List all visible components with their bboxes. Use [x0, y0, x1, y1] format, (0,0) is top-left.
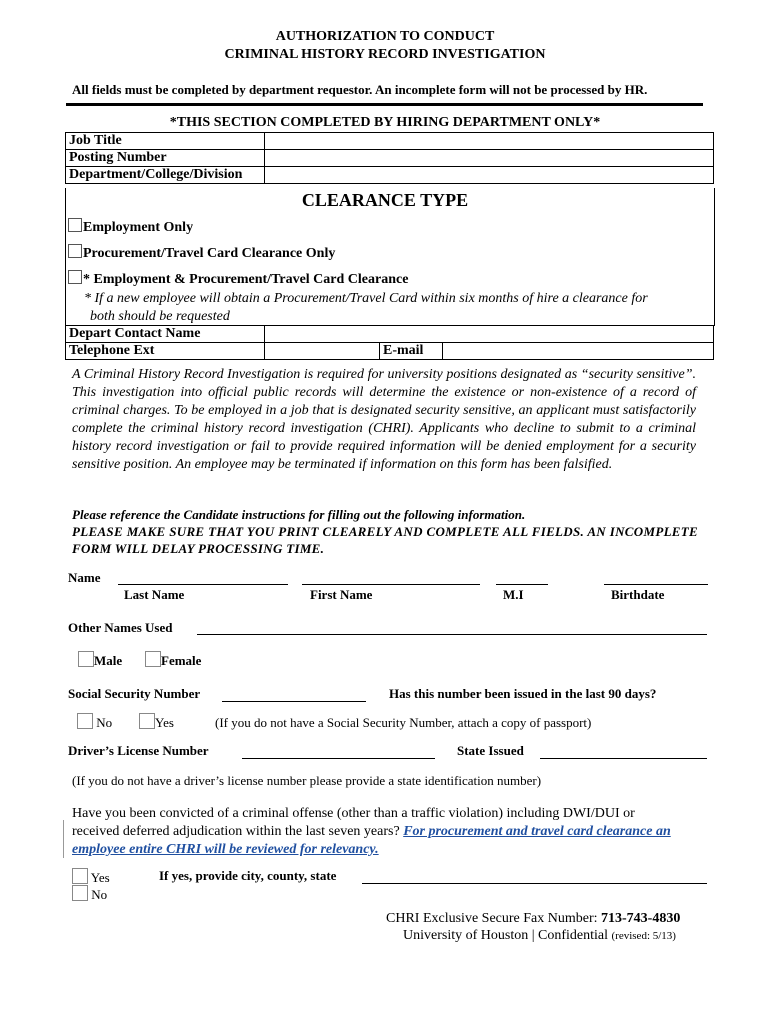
checkbox-male[interactable] [78, 651, 94, 667]
state-issued-label: State Issued [457, 743, 524, 758]
option-employment-procurement-label: * Employment & Procurement/Travel Card Clearance [83, 272, 409, 287]
option-procurement-only[interactable] [68, 244, 335, 262]
form-title-line1: AUTHORIZATION TO CONDUCT [275, 29, 495, 44]
conviction-question-line1: Have you been convicted of a criminal offense (other than a traffic violation) including DWI/DUI or [72, 806, 635, 821]
conviction-yes-label: Yes [90, 870, 110, 885]
ssn-input[interactable] [222, 701, 366, 702]
fax-number: 713-743-4830 [601, 911, 681, 926]
first-name-input[interactable] [302, 584, 480, 585]
dept-fields-table [65, 132, 714, 184]
birthdate-input[interactable] [604, 584, 708, 585]
telephone-input[interactable] [265, 343, 380, 360]
ssn-yes-option[interactable] [139, 713, 174, 731]
option-employment-only[interactable] [68, 218, 193, 236]
state-issued-input[interactable] [540, 758, 707, 759]
email-label: E-mail [380, 343, 443, 360]
relevancy-review-link[interactable]: employee entire CHRI will be reviewed for relevancy. [72, 842, 379, 857]
first-name-caption: First Name [310, 587, 373, 602]
conviction-no-label: No [91, 887, 108, 902]
chri-intro-paragraph: A Criminal History Record Investigation is required for university positions designated as “security sensitive”. This investigation into official public records will determine the existence or non-existence of a record of criminal charges. To be employed in a job that is designated security sensitive, an applicant must satisfactorily complete the criminal history record investigation (CHRI). Applicants who decline to submit to a criminal history record investigation or fail to provide required information will be denied employment for a security sensitive position. An employee may be terminated if information on this form has been falsified. [72, 367, 696, 472]
city-county-state-input[interactable] [362, 883, 707, 884]
ssn-no-label: No [96, 715, 113, 730]
email-input[interactable] [443, 343, 714, 360]
state-id-note: (If you do not have a driver’s license number please provide a state identification number) [72, 773, 542, 788]
fax-number-line [386, 911, 680, 927]
procurement-review-link[interactable]: For procurement and travel card clearance an [403, 824, 671, 839]
other-names-label: Other Names Used [68, 620, 173, 635]
candidate-instructions: Please reference the Candidate instructions for filling out the following information. [72, 507, 526, 522]
other-names-input[interactable] [197, 634, 707, 635]
male-label: Male [94, 653, 123, 668]
checkbox-ssn-no[interactable] [77, 713, 93, 729]
print-clearly-warning: PLEASE MAKE SURE THAT YOU PRINT CLEARELY AND COMPLETE ALL FIELDS. AN INCOMPLETE FORM WILL DELAY PROCESSING TIME. [72, 524, 698, 556]
clearance-note-line1: * If a new employee will obtain a Procurement/Travel Card within six months of hire a clearance for [84, 291, 648, 306]
fax-label: CHRI Exclusive Secure Fax Number: [386, 911, 602, 926]
conviction-question-line2 [72, 823, 671, 841]
female-label: Female [161, 653, 202, 668]
last-name-input[interactable] [118, 584, 288, 585]
completion-notice: All fields must be completed by department requestor. An incomplete form will not be processed by HR. [72, 82, 648, 97]
name-label: Name [68, 570, 101, 585]
female-option[interactable] [145, 651, 201, 669]
margin-marker [63, 820, 64, 858]
header-divider [66, 103, 703, 106]
checkbox-procurement-only[interactable] [68, 244, 82, 258]
telephone-label: Telephone Ext [66, 343, 265, 360]
ssn-yes-label: Yes [155, 715, 174, 730]
conviction-question-text: received deferred adjudication within the last seven years? [72, 824, 400, 839]
dept-section-heading: *THIS SECTION COMPLETED BY HIRING DEPARTMENT ONLY* [169, 115, 601, 130]
checkbox-ssn-yes[interactable] [139, 713, 155, 729]
clearance-note-line2: both should be requested [90, 309, 230, 324]
male-option[interactable] [78, 651, 122, 669]
mi-input[interactable] [496, 584, 548, 585]
checkbox-conviction-no[interactable] [72, 885, 88, 901]
drivers-license-label: Driver’s License Number [68, 743, 209, 758]
checkbox-employment-only[interactable] [68, 218, 82, 232]
ssn-no-option[interactable] [77, 713, 112, 731]
conviction-yes-option[interactable] [72, 868, 110, 886]
contact-name-label: Depart Contact Name [66, 326, 265, 343]
ssn-issued-question: Has this number been issued in the last 90 days? [389, 686, 657, 701]
checkbox-employment-procurement[interactable] [68, 270, 82, 284]
mi-caption: M.I [503, 587, 524, 602]
job-title-input[interactable] [265, 133, 714, 150]
conviction-no-option[interactable] [72, 885, 107, 903]
option-employment-procurement[interactable] [68, 270, 408, 288]
passport-note: (If you do not have a Social Security Number, attach a copy of passport) [215, 715, 592, 730]
conviction-question-line3 [72, 841, 379, 859]
job-title-label: Job Title [66, 133, 265, 150]
last-name-caption: Last Name [124, 587, 185, 602]
posting-number-label: Posting Number [66, 150, 265, 167]
form-title-line2: CRIMINAL HISTORY RECORD INVESTIGATION [224, 47, 546, 62]
contact-fields-table [65, 325, 714, 360]
posting-number-input[interactable] [265, 150, 714, 167]
department-label: Department/College/Division [66, 167, 265, 184]
birthdate-caption: Birthdate [611, 587, 665, 602]
university-confidential: University of Houston | Confidential [403, 928, 612, 943]
option-employment-only-label: Employment Only [83, 220, 194, 235]
ssn-label: Social Security Number [68, 686, 201, 701]
drivers-license-input[interactable] [242, 758, 435, 759]
footer-university [403, 928, 676, 944]
checkbox-conviction-yes[interactable] [72, 868, 88, 884]
checkbox-female[interactable] [145, 651, 161, 667]
option-procurement-only-label: Procurement/Travel Card Clearance Only [83, 246, 336, 261]
contact-name-input[interactable] [265, 326, 714, 343]
department-input[interactable] [265, 167, 714, 184]
clearance-type-heading: CLEARANCE TYPE [301, 190, 469, 210]
revision-date: (revised: 5/13) [611, 930, 676, 942]
city-county-state-label: If yes, provide city, county, state [159, 868, 337, 883]
